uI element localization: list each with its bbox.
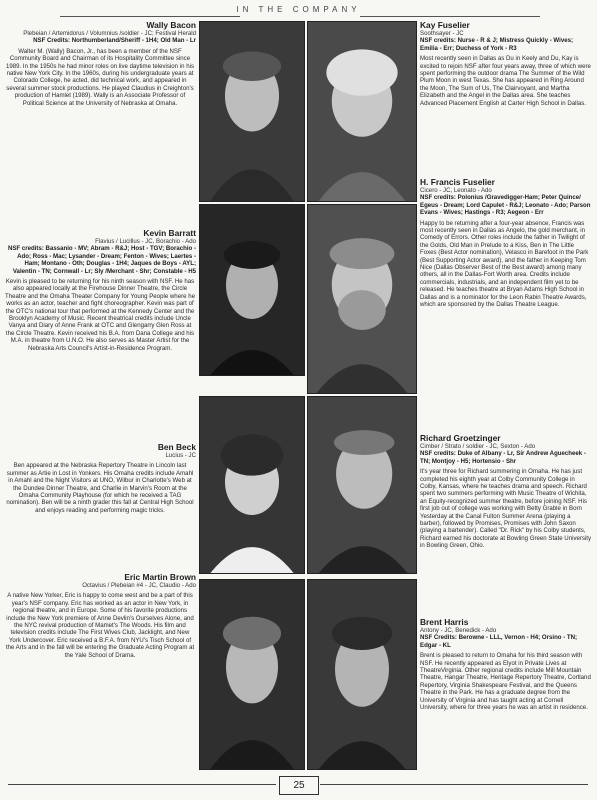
headshot-ben-beck [199, 396, 305, 574]
actor-name: Brent Harris [420, 617, 469, 627]
actor-credits: NSF credits: Duke of Albany - Lr, Sir Andrew Aguecheek - TN; Montjoy - H5; Hortensio - Shr [420, 450, 586, 465]
actor-bio: A native New Yorker, Eric is happy to come west and be a part of this year's NSF company. Eric has worked as an actor in New York, in regional theatre, and in Europe. Some of his favorite productions include the New York premiere of Anne Devlin's Ourselves Alone, and the NYC revival production of Mamet's The Woods. His film and television credits include The First Wives Club, Jacklight, and New York Undercover. Eric received a B.F.A. from NYU's Tisch School of the Arts and in the fall will be entering the Graduate Acting Program at the Yale School of Drama. [5, 592, 195, 659]
actor-bio: Ben appeared at the Nebraska Repertory Theatre in Lincoln last summer as Artie in Lost in Yonkers. His Omaha credits include Amahl in Amahl and the Night Visitors at UNO, Wilbur in Charlotte's Web at the Dundee Dinner Theatre, and Charlie in Marvin's Room at the Omaha Community Playhouse (for which he received a TAG nomination). Ben will be a ninth grader this fall at Central High School and enjoys reading and performing magic tricks. [6, 462, 194, 514]
actor-name: Kay Fuselier [420, 20, 470, 30]
actor-bio: Most recently seen in Dallas as Du in Keely and Du, Kay is excited to rejoin NSF after four years away, three of which were spent performing the outdoor drama The Summer of the Wild Plum Moon in west Texas. She has appeared in Ring Around the Moon, The Sum of Us, The Clairvoyant, and Martha Elizabeth and the Angel in the Dallas area. She teaches Advanced Placement English at Carter High School in Dallas. [420, 55, 591, 107]
actor-credits: NSF Credits: Berowne - LLL, Vernon - H4; Orsino - TN; Edgar - KL [420, 634, 578, 649]
actor-name: Wally Bacon [146, 20, 196, 30]
actor-name: Ben Beck [157, 442, 196, 452]
actor-roles: Cicero - JC, Leonato - Ado [420, 187, 492, 194]
actor-name: H. Francis Fuselier [420, 177, 495, 187]
headshot-eric-martin-brown [199, 579, 305, 770]
actor-roles: Flavius / Lucillus - JC, Borachio - Ado [95, 238, 196, 245]
page-footer [0, 774, 597, 796]
actor-roles: Octavius / Plebeian #4 - JC, Claudio - Ado [82, 582, 196, 589]
page-number: 25 [279, 776, 319, 795]
actor-roles: Antony - JC, Benedick - Ado [420, 627, 497, 634]
actor-bio: It's year three for Richard summering in Omaha. He has just completed his eighth year at Colby Community College in Colby, Kansas, where he teaches drama and speech. Richard spent two summers performing with Music Theatre of Wichita, an Equity-recognized summer theatre, before joining NSF. His first job out of college was working with Betty Grable in Born Yesterday at the Canal Fulton Summer Arena (playing a barber), followed by Promises, Promises with John Saxon (playing a bartender). Called "Dr. Rick" by his Colby students, Richard earned his doctorate at Bowling Green State University in Bowling Green, Ohio. [420, 468, 592, 550]
actor-credits: NSF credits: Bassanio - MV; Abram - R&J; Host - TGV; Borachio - Ado; Ross - Mac; Lysander - Dream; Fenton - Wives; Laertes - Ham; Montano - Oth; Douglas - 1H4; Jaques de Boys - AYL; Valentin - TN; Cornwall - Lr; Sly /Merchant - Shr; Constable - H5 [7, 245, 196, 275]
headshot-wally-bacon [199, 21, 305, 202]
actor-entry [420, 177, 592, 427]
headshot-kay-fuselier [307, 21, 417, 202]
actor-name: Kevin Barratt [143, 228, 196, 238]
actor-name: Eric Martin Brown [124, 572, 196, 582]
actor-bio: Brent is pleased to return to Omaha for his third season with NSF. He recently appeared as Elyot in Private Lives at TheatreVirginia. Other regional credits include Mill Mountain Theatre, Hangar Theatre, Heritage Repertory Theatre, Cortland Repertory, Virginia Shakespeare Festival, and the Queens Theatre in the Park. He has a graduate degree from the University of Virginia and has taught acting at Cornell University, where for three years he was an artist in residence. [420, 652, 591, 712]
actor-entry [4, 442, 196, 566]
actor-roles: Soothsayer - JC [420, 30, 464, 37]
headshot-brent-harris [307, 579, 417, 770]
actor-name: Richard Groetzinger [420, 433, 501, 443]
actor-entry [420, 20, 592, 170]
page-header [0, 5, 597, 19]
header-title: IN THE COMPANY [228, 5, 368, 14]
actor-entry [4, 228, 196, 436]
headshot-richard-groetzinger [307, 396, 417, 574]
actor-roles: Plebeian / Artemidorus / Volumnius /soldier - JC; Festival Herald [23, 30, 196, 37]
actor-bio: Happy to be returning after a four-year absence, Francis was most recently seen in Dallas as Angelo, the gold merchant, in Comedy of Errors. Other roles include the father in Twilight of the Golds, Old Man in Prelude to a Kiss, Ben in The Little Foxes (Best Actor nomination), Velasco in Barefoot in the Park (Best Supporting Actor award), and the father in Keeping Tom Nice (Dallas Observer Best of the Best award) among many others, all in the Dallas-Fort Worth area. Credits include commercials, industrials, and an independent film yet to be released. He teaches theatre at Bryan Adams High School in Dallas and is a nominator for the Leon Rabin Theatre Awards, which are sponsored by the Dallas Theatre League. [420, 219, 589, 309]
actor-entry [420, 433, 592, 611]
actor-credits: NSF Credits: Northumberland/Sheriff - 1H4; Old Man - Lr [33, 37, 196, 45]
actor-roles: Cimber / Strato / soldier - JC, Sexton - Ado [420, 443, 536, 450]
actor-credits: NSF credits: Polonius /Gravedigger-Ham; Peter Quince/ Egeus - Dream; Lord Capulet - R&J; Leonato - Ado; Parson Evans - Wives; Hastings - R3; Aegeon - Err [420, 194, 591, 217]
actor-credits: NSF credits: Nurse - R & J; Mistress Quickly - Wives; Emilia - Err; Duchess of York - R3 [420, 37, 574, 52]
actor-roles: Lucius - JC [165, 452, 196, 459]
actor-bio: Kevin is pleased to be returning for his ninth season with NSF. He has also appeared locally at the Firehouse Dinner Theatre, the Circle Theatre and the Omaha Theater Company for Young People where he works as an actor, teacher and fight choreographer. Kevin was part of the OTC's national tour that performed at the Kennedy Center and the Brooklyn Academy of Music. Recent theatrical credits include Uncle Vanya and Diary of Anne Frank at OTC and Glengarry Glen Ross at the Circle Theatre. Kevin received his B.A. from Dana College and his M.A. in theatre from U.N.O. He also serves as Master Artist for the Nebraska Arts Council's Artist-in-Residence Program. [5, 278, 195, 352]
actor-entry [4, 572, 196, 772]
headshot-kevin-barratt [199, 204, 305, 376]
actor-entry [420, 617, 592, 777]
actor-entry [4, 20, 196, 222]
headshot-h-francis-fuselier [307, 204, 417, 394]
actor-bio: Walter M. (Wally) Bacon, Jr., has been a member of the NSF Community Board and Chairman of its Hospitality Committee since 1989. In the 1950s he had minor roles on live daytime television in his native New York City. In the 1960s, during his undergraduate years at Colorado College, he acted, did technical work, and appeared in several summer stock productions. He played Claudius in Creighton's production of Hamlet (1989). Wally is an Associate Professor of Political Science at the University of Nebraska at Omaha. [5, 47, 194, 107]
